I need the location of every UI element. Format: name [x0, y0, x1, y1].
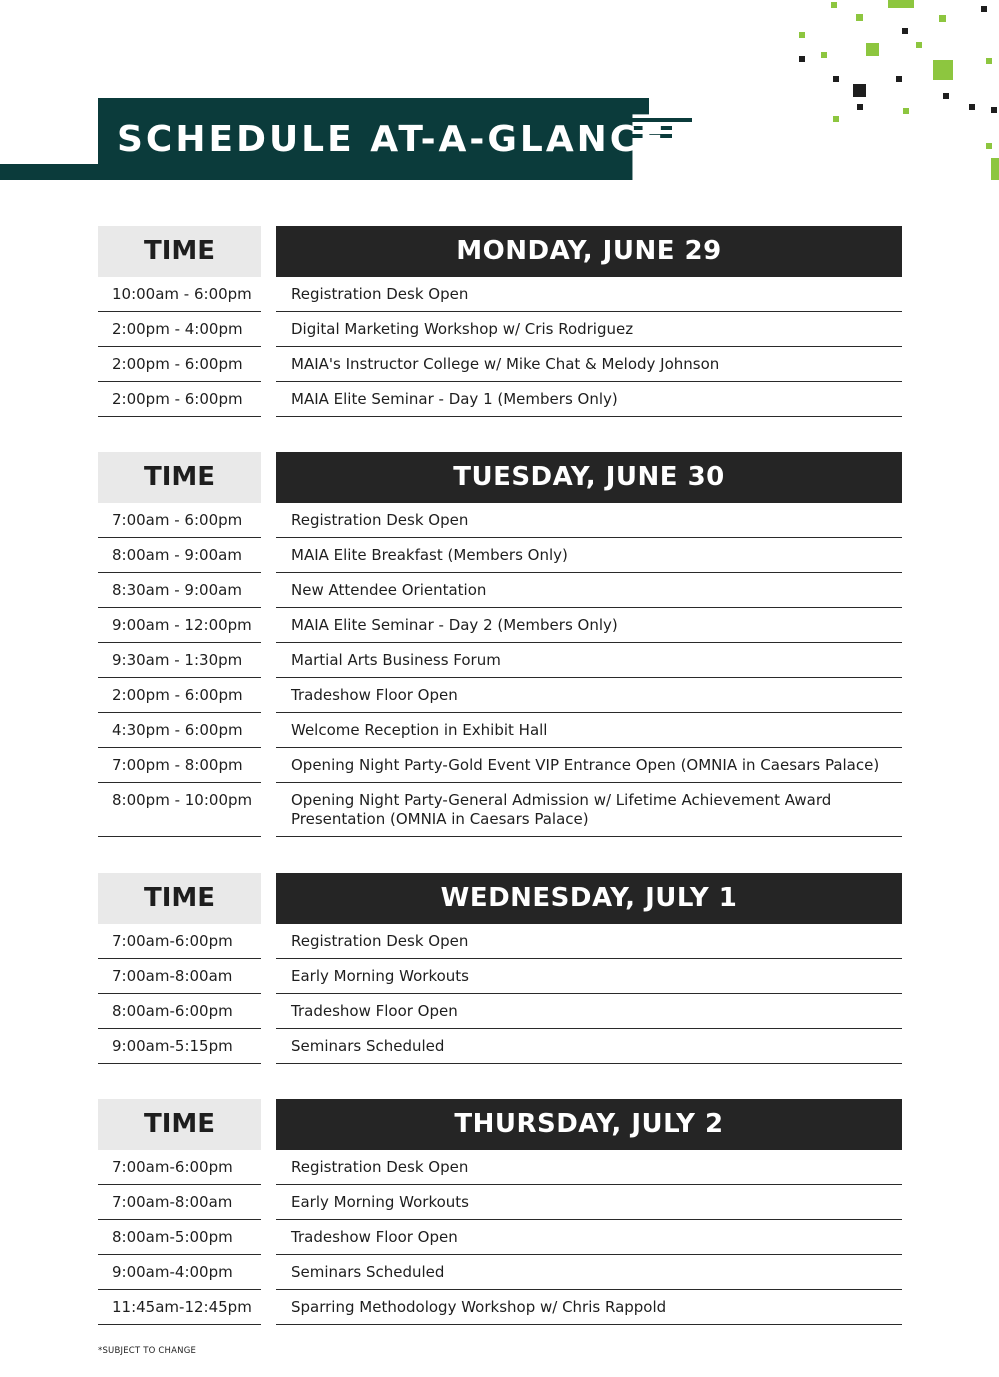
event-time: 8:00pm - 10:00pm: [98, 783, 261, 837]
pixel-square: [939, 15, 946, 22]
event-title: Digital Marketing Workshop w/ Cris Rodriguez: [276, 312, 902, 347]
event-title: MAIA's Instructor College w/ Mike Chat & Melody Johnson: [276, 347, 902, 382]
pixel-square: [902, 28, 908, 34]
schedule-row: [98, 1029, 902, 1064]
event-time: 8:00am-6:00pm: [98, 994, 261, 1029]
schedule-row: [98, 1220, 902, 1255]
day-header: WEDNESDAY, JULY 1: [276, 873, 902, 924]
section-header: [98, 452, 902, 503]
event-time: 7:00am-6:00pm: [98, 924, 261, 959]
schedule-row: [98, 713, 902, 748]
schedule-row: [98, 643, 902, 678]
schedule-row: [98, 783, 902, 837]
pixel-square: [916, 42, 922, 48]
schedule-row: [98, 347, 902, 382]
pixel-square: [933, 60, 953, 80]
footnote-subject-to-change: *SUBJECT TO CHANGE: [98, 1346, 197, 1356]
section-header: [98, 873, 902, 924]
event-title: Tradeshow Floor Open: [276, 1220, 902, 1255]
event-title: MAIA Elite Seminar - Day 1 (Members Only): [276, 382, 902, 417]
schedule-row: [98, 538, 902, 573]
schedule-section-tuesday: [98, 452, 902, 837]
day-header: MONDAY, JUNE 29: [276, 226, 902, 277]
pixel-square: [943, 93, 949, 99]
event-title-line-1: Opening Night Party-General Admission w/ Lifetime Achievement Award: [291, 791, 832, 809]
event-time: 7:00am-6:00pm: [98, 1150, 261, 1185]
schedule-row: [98, 608, 902, 643]
title-underline-bar: [0, 164, 110, 180]
event-title: Martial Arts Business Forum: [276, 643, 902, 678]
schedule-section-monday: [98, 226, 902, 417]
event-title: Opening Night Party-Gold Event VIP Entrance Open (OMNIA in Caesars Palace): [276, 748, 902, 783]
event-time: 2:00pm - 6:00pm: [98, 382, 261, 417]
page-title: SCHEDULE AT-A-GLANCE: [117, 119, 667, 160]
event-title: [276, 783, 902, 837]
event-time: 9:00am - 12:00pm: [98, 608, 261, 643]
schedule-row: [98, 959, 902, 994]
event-time: 2:00pm - 4:00pm: [98, 312, 261, 347]
event-time: 7:00am - 6:00pm: [98, 503, 261, 538]
pixel-square: [969, 104, 975, 110]
event-time: 9:00am-5:15pm: [98, 1029, 261, 1064]
pixel-square: [821, 52, 827, 58]
pixel-square: [833, 76, 839, 82]
event-title: Registration Desk Open: [276, 503, 902, 538]
schedule-row: [98, 382, 902, 417]
pixel-square: [981, 6, 987, 12]
event-time: 7:00am-8:00am: [98, 959, 261, 994]
event-title: Early Morning Workouts: [276, 959, 902, 994]
event-time: 7:00pm - 8:00pm: [98, 748, 261, 783]
pixel-square: [833, 116, 839, 122]
event-title: Early Morning Workouts: [276, 1185, 902, 1220]
schedule-row: [98, 1150, 902, 1185]
schedule-row: [98, 994, 902, 1029]
schedule-row: [98, 924, 902, 959]
schedule-row: [98, 678, 902, 713]
schedule-row: [98, 748, 902, 783]
schedule-row: [98, 1290, 902, 1325]
schedule-row: [98, 1255, 902, 1290]
pixel-square: [903, 108, 909, 114]
event-title: MAIA Elite Seminar - Day 2 (Members Only): [276, 608, 902, 643]
event-title: Welcome Reception in Exhibit Hall: [276, 713, 902, 748]
time-column-header: TIME: [98, 452, 261, 503]
event-time: 8:00am - 9:00am: [98, 538, 261, 573]
event-time: 8:30am - 9:00am: [98, 573, 261, 608]
event-title: MAIA Elite Breakfast (Members Only): [276, 538, 902, 573]
event-title: New Attendee Orientation: [276, 573, 902, 608]
event-time: 8:00am-5:00pm: [98, 1220, 261, 1255]
event-title: Sparring Methodology Workshop w/ Chris Rappold: [276, 1290, 902, 1325]
schedule-section-wednesday: [98, 873, 902, 1064]
schedule-row: [98, 312, 902, 347]
time-column-header: TIME: [98, 1099, 261, 1150]
event-title: Seminars Scheduled: [276, 1029, 902, 1064]
event-time: 10:00am - 6:00pm: [98, 277, 261, 312]
pixel-square: [866, 43, 879, 56]
pixel-square: [857, 104, 863, 110]
pixel-square: [799, 32, 805, 38]
section-header: [98, 1099, 902, 1150]
event-time: 9:00am-4:00pm: [98, 1255, 261, 1290]
pixel-square: [856, 14, 863, 21]
pixel-square: [986, 58, 992, 64]
pixel-square: [896, 76, 902, 82]
event-time: 7:00am-8:00am: [98, 1185, 261, 1220]
section-header: [98, 226, 902, 277]
event-title: Registration Desk Open: [276, 277, 902, 312]
event-title: Registration Desk Open: [276, 1150, 902, 1185]
pixel-square: [799, 56, 805, 62]
event-title: Registration Desk Open: [276, 924, 902, 959]
pixel-square: [991, 158, 999, 180]
pixel-square: [991, 107, 997, 113]
event-title: Seminars Scheduled: [276, 1255, 902, 1290]
day-header: TUESDAY, JUNE 30: [276, 452, 902, 503]
schedule-row: [98, 277, 902, 312]
event-title: Tradeshow Floor Open: [276, 994, 902, 1029]
event-title: Tradeshow Floor Open: [276, 678, 902, 713]
event-time: 4:30pm - 6:00pm: [98, 713, 261, 748]
pixel-square: [831, 2, 837, 8]
event-time: 9:30am - 1:30pm: [98, 643, 261, 678]
event-time: 2:00pm - 6:00pm: [98, 678, 261, 713]
pixel-square: [888, 0, 914, 8]
event-title-line-2: Presentation (OMNIA in Caesars Palace): [291, 810, 589, 828]
event-time: 2:00pm - 6:00pm: [98, 347, 261, 382]
pixel-square: [986, 143, 992, 149]
pixel-square: [853, 84, 866, 97]
time-column-header: TIME: [98, 226, 261, 277]
schedule-row: [98, 1185, 902, 1220]
event-time: 11:45am-12:45pm: [98, 1290, 261, 1325]
schedule-row: [98, 503, 902, 538]
schedule-row: [98, 573, 902, 608]
time-column-header: TIME: [98, 873, 261, 924]
schedule-section-thursday: [98, 1099, 902, 1325]
day-header: THURSDAY, JULY 2: [276, 1099, 902, 1150]
